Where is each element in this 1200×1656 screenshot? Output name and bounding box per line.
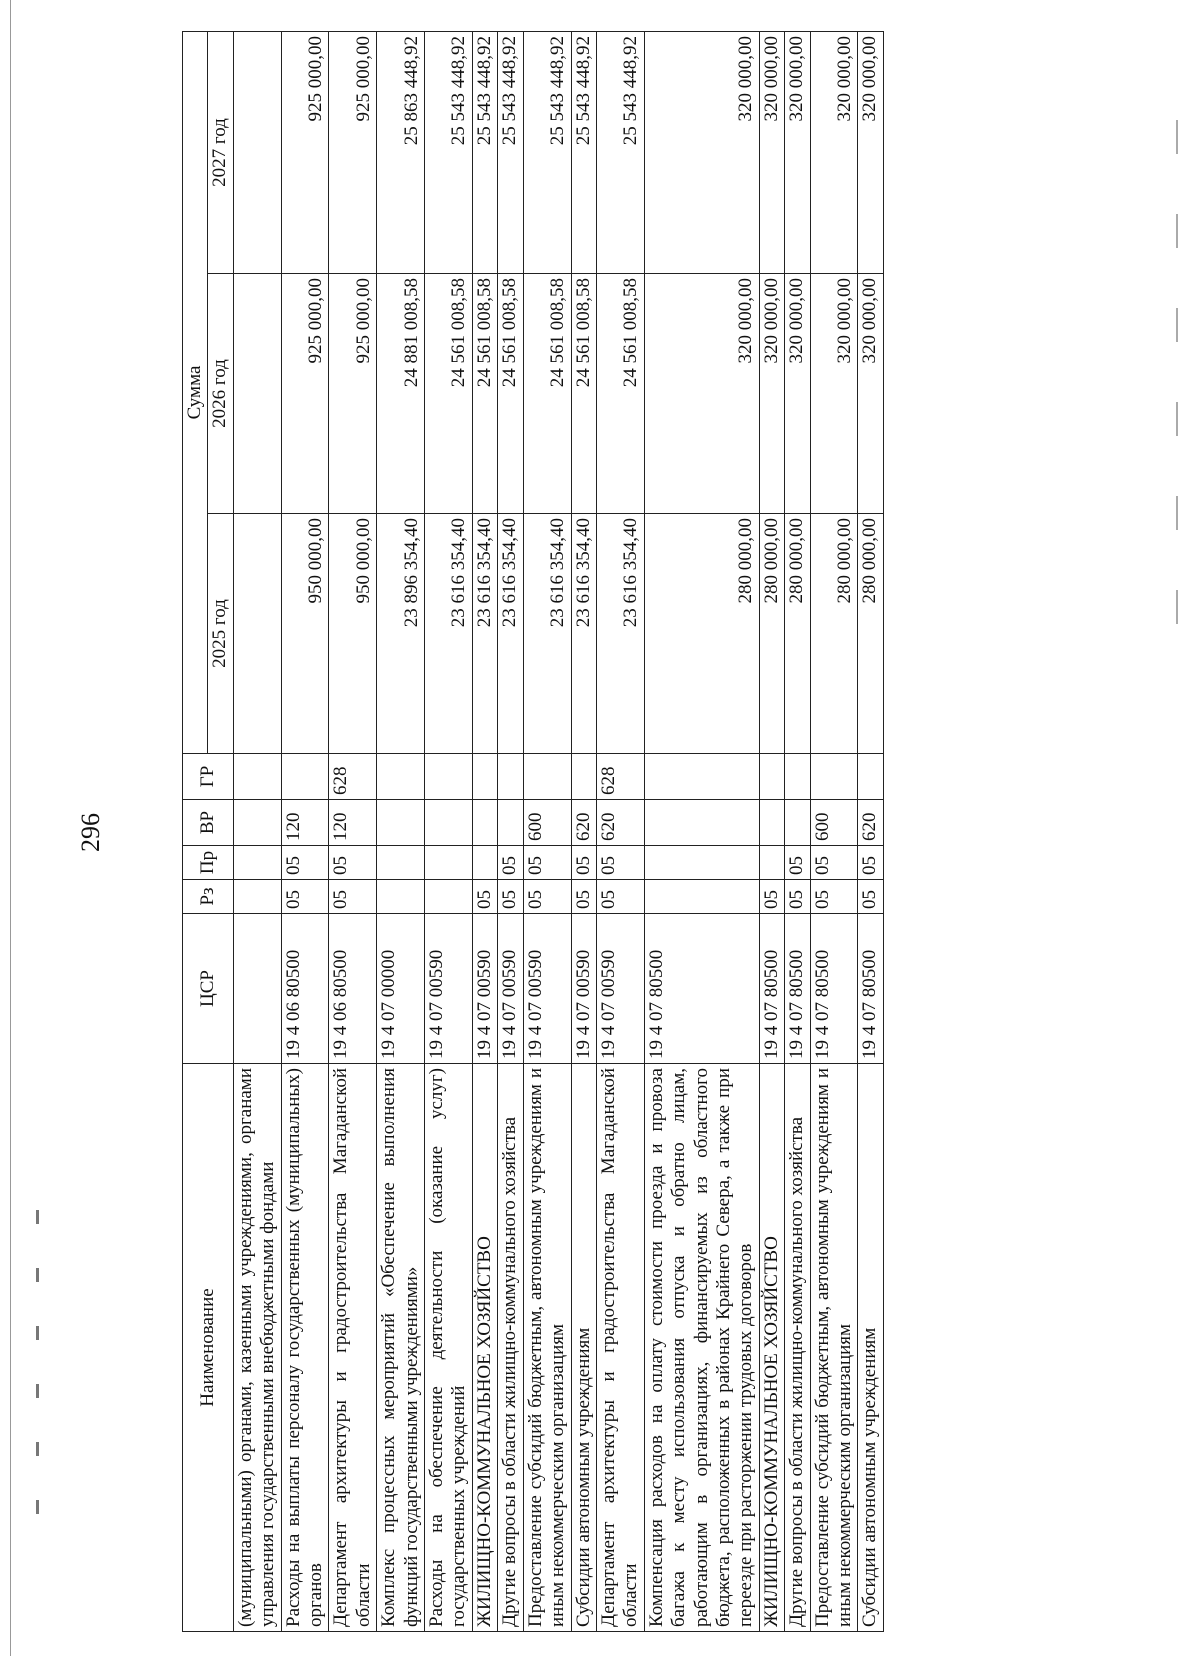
- cell-y2026: 320 000,00: [644, 274, 759, 514]
- table-row: [233, 32, 281, 1632]
- cell-y2025: 23 616 354,40: [472, 514, 497, 754]
- cell-y2025: 23 616 354,40: [523, 514, 571, 754]
- cell-gr: [425, 754, 473, 800]
- cell-csr: 19 4 07 00590: [571, 914, 596, 1064]
- table-row: [425, 32, 473, 1632]
- cell-csr: 19 4 06 80500: [329, 914, 377, 1064]
- cell-csr: 19 4 07 00000: [377, 914, 425, 1064]
- cell-gr: [281, 754, 329, 800]
- cell-y2027: 25 543 448,92: [571, 32, 596, 274]
- cell-y2027: 25 543 448,92: [498, 32, 523, 274]
- cell-name: Другие вопросы в области жилищно-коммунального хозяйства: [498, 1064, 523, 1632]
- cell-gr: [810, 754, 858, 800]
- table-row: [810, 32, 858, 1632]
- cell-pr: 05: [329, 846, 377, 880]
- scan-artifact-marks-right: [1176, 120, 1178, 684]
- cell-y2027: 25 543 448,92: [523, 32, 571, 274]
- cell-y2027: 25 863 448,92: [377, 32, 425, 274]
- table-row: [644, 32, 759, 1632]
- scan-artifact-marks: [36, 1210, 40, 1570]
- cell-y2025: 280 000,00: [759, 514, 784, 754]
- header-vr: ВР: [183, 800, 234, 846]
- cell-name: Расходы на обеспечение деятельности (оказание услуг) государственных учреждений: [425, 1064, 473, 1632]
- cell-name: Предоставление субсидий бюджетным, автономным учреждениям и иным некоммерческим организациям: [523, 1064, 571, 1632]
- cell-y2027: 25 543 448,92: [596, 32, 644, 274]
- cell-vr: [425, 800, 473, 846]
- cell-y2025: 950 000,00: [329, 514, 377, 754]
- cell-rz: 05: [281, 880, 329, 914]
- cell-rz: 05: [329, 880, 377, 914]
- header-rz: Рз: [183, 880, 234, 914]
- cell-y2027: 320 000,00: [785, 32, 810, 274]
- table-body: [233, 32, 883, 1632]
- cell-y2025: 280 000,00: [810, 514, 858, 754]
- cell-pr: [425, 846, 473, 880]
- cell-vr: 600: [523, 800, 571, 846]
- cell-pr: [759, 846, 784, 880]
- cell-vr: 620: [596, 800, 644, 846]
- cell-pr: 05: [858, 846, 883, 880]
- cell-y2027: 320 000,00: [858, 32, 883, 274]
- cell-vr: [498, 800, 523, 846]
- cell-pr: 05: [596, 846, 644, 880]
- cell-y2026: 925 000,00: [329, 274, 377, 514]
- header-pr: Пр: [183, 846, 234, 880]
- cell-name: Субсидии автономным учреждениям: [571, 1064, 596, 1632]
- header-name: Наименование: [183, 1064, 234, 1632]
- cell-csr: 19 4 07 80500: [858, 914, 883, 1064]
- cell-rz: [644, 880, 759, 914]
- cell-csr: 19 4 07 00590: [596, 914, 644, 1064]
- table-row: [571, 32, 596, 1632]
- cell-y2026: 24 561 008,58: [425, 274, 473, 514]
- cell-pr: 05: [498, 846, 523, 880]
- cell-y2026: 320 000,00: [759, 274, 784, 514]
- cell-y2025: 23 616 354,40: [425, 514, 473, 754]
- cell-y2026: 24 561 008,58: [523, 274, 571, 514]
- cell-name: Департамент архитектуры и градостроительства Магаданской области: [596, 1064, 644, 1632]
- cell-name: Предоставление субсидий бюджетным, автономным учреждениям и иным некоммерческим организациям: [810, 1064, 858, 1632]
- cell-y2025: 23 896 354,40: [377, 514, 425, 754]
- cell-rz: 05: [498, 880, 523, 914]
- cell-pr: 05: [571, 846, 596, 880]
- cell-y2026: [233, 274, 281, 514]
- header-2025: 2025 год: [208, 514, 233, 754]
- cell-y2025: 23 616 354,40: [498, 514, 523, 754]
- cell-vr: 120: [329, 800, 377, 846]
- cell-rz: 05: [523, 880, 571, 914]
- table-row: [472, 32, 497, 1632]
- cell-csr: [233, 914, 281, 1064]
- scan-margin-line: [10, 0, 11, 1656]
- cell-csr: 19 4 07 00590: [498, 914, 523, 1064]
- cell-y2026: 24 561 008,58: [498, 274, 523, 514]
- cell-y2026: 320 000,00: [810, 274, 858, 514]
- cell-gr: [377, 754, 425, 800]
- cell-y2026: 24 561 008,58: [596, 274, 644, 514]
- cell-gr: [644, 754, 759, 800]
- cell-y2025: 280 000,00: [785, 514, 810, 754]
- table-row: [759, 32, 784, 1632]
- cell-pr: 05: [281, 846, 329, 880]
- cell-vr: [759, 800, 784, 846]
- budget-table: [182, 31, 884, 1632]
- table-row: [281, 32, 329, 1632]
- cell-gr: [759, 754, 784, 800]
- cell-csr: 19 4 07 80500: [759, 914, 784, 1064]
- cell-gr: [498, 754, 523, 800]
- table-row: [596, 32, 644, 1632]
- cell-rz: 05: [858, 880, 883, 914]
- header-sum: Сумма: [183, 32, 208, 754]
- cell-y2025: 280 000,00: [858, 514, 883, 754]
- cell-name: Субсидии автономным учреждениям: [858, 1064, 883, 1632]
- cell-csr: 19 4 07 80500: [644, 914, 759, 1064]
- cell-y2025: 23 616 354,40: [596, 514, 644, 754]
- cell-y2027: 320 000,00: [810, 32, 858, 274]
- cell-csr: 19 4 07 80500: [810, 914, 858, 1064]
- table-row: [785, 32, 810, 1632]
- cell-y2025: 280 000,00: [644, 514, 759, 754]
- cell-y2026: 24 561 008,58: [472, 274, 497, 514]
- cell-name: Расходы на выплаты персоналу государственных (муниципальных) органов: [281, 1064, 329, 1632]
- cell-y2026: 925 000,00: [281, 274, 329, 514]
- header-gr: ГР: [183, 754, 234, 800]
- cell-csr: 19 4 06 80500: [281, 914, 329, 1064]
- header-2026: 2026 год: [208, 274, 233, 514]
- cell-name: ЖИЛИЩНО-КОММУНАЛЬНОЕ ХОЗЯЙСТВО: [759, 1064, 784, 1632]
- cell-gr: [571, 754, 596, 800]
- cell-rz: [425, 880, 473, 914]
- cell-gr: [523, 754, 571, 800]
- cell-rz: 05: [472, 880, 497, 914]
- cell-y2026: 320 000,00: [785, 274, 810, 514]
- cell-vr: 600: [810, 800, 858, 846]
- cell-csr: 19 4 07 00590: [523, 914, 571, 1064]
- cell-vr: 620: [858, 800, 883, 846]
- cell-pr: 05: [810, 846, 858, 880]
- cell-rz: 05: [810, 880, 858, 914]
- cell-y2027: [233, 32, 281, 274]
- cell-csr: 19 4 07 00590: [425, 914, 473, 1064]
- cell-y2027: 925 000,00: [329, 32, 377, 274]
- cell-rz: 05: [571, 880, 596, 914]
- cell-vr: [644, 800, 759, 846]
- cell-gr: [858, 754, 883, 800]
- cell-rz: [377, 880, 425, 914]
- cell-gr: [785, 754, 810, 800]
- cell-pr: 05: [523, 846, 571, 880]
- cell-name: (муниципальными) органами, казенными учреждениями, органами управления государственными внебюджетными фондами: [233, 1064, 281, 1632]
- table-row: [329, 32, 377, 1632]
- cell-vr: 120: [281, 800, 329, 846]
- cell-y2025: 23 616 354,40: [571, 514, 596, 754]
- cell-name: Другие вопросы в области жилищно-коммунального хозяйства: [785, 1064, 810, 1632]
- cell-y2027: 925 000,00: [281, 32, 329, 274]
- cell-csr: 19 4 07 80500: [785, 914, 810, 1064]
- cell-pr: [233, 846, 281, 880]
- cell-gr: 628: [596, 754, 644, 800]
- rotated-table-container: [182, 32, 1102, 1632]
- cell-gr: [472, 754, 497, 800]
- cell-pr: [472, 846, 497, 880]
- cell-gr: [233, 754, 281, 800]
- cell-y2026: 24 561 008,58: [571, 274, 596, 514]
- cell-vr: [472, 800, 497, 846]
- table-row: [498, 32, 523, 1632]
- cell-name: Комплекс процессных мероприятий «Обеспечение выполнения функций государственными учреждениями»: [377, 1064, 425, 1632]
- cell-y2026: 320 000,00: [858, 274, 883, 514]
- cell-pr: [644, 846, 759, 880]
- cell-rz: [233, 880, 281, 914]
- cell-csr: 19 4 07 00590: [472, 914, 497, 1064]
- cell-vr: [377, 800, 425, 846]
- cell-gr: 628: [329, 754, 377, 800]
- cell-name: ЖИЛИЩНО-КОММУНАЛЬНОЕ ХОЗЯЙСТВО: [472, 1064, 497, 1632]
- cell-y2027: 320 000,00: [759, 32, 784, 274]
- table-row: [858, 32, 883, 1632]
- cell-y2025: [233, 514, 281, 754]
- cell-name: Департамент архитектуры и градостроительства Магаданской области: [329, 1064, 377, 1632]
- cell-vr: [785, 800, 810, 846]
- cell-vr: [233, 800, 281, 846]
- cell-vr: 620: [571, 800, 596, 846]
- cell-y2027: 25 543 448,92: [425, 32, 473, 274]
- table-row: [377, 32, 425, 1632]
- cell-y2027: 320 000,00: [644, 32, 759, 274]
- header-2027: 2027 год: [208, 32, 233, 274]
- cell-y2026: 24 881 008,58: [377, 274, 425, 514]
- table-row: [523, 32, 571, 1632]
- header-csr: ЦСР: [183, 914, 234, 1064]
- cell-name: Компенсация расходов на оплату стоимости проезда и провоза багажа к месту использования отпуска и обратно лицам, работающим в организациях, финансируемых из областного бюджета, расположенных в районах Крайнего Севера, а также при переезде при расторжении трудовых договоров: [644, 1064, 759, 1632]
- page-number: 296: [76, 813, 105, 852]
- cell-rz: 05: [759, 880, 784, 914]
- cell-rz: 05: [596, 880, 644, 914]
- cell-rz: 05: [785, 880, 810, 914]
- cell-y2025: 950 000,00: [281, 514, 329, 754]
- cell-pr: 05: [785, 846, 810, 880]
- cell-pr: [377, 846, 425, 880]
- cell-y2027: 25 543 448,92: [472, 32, 497, 274]
- table-header-row: [183, 32, 208, 1632]
